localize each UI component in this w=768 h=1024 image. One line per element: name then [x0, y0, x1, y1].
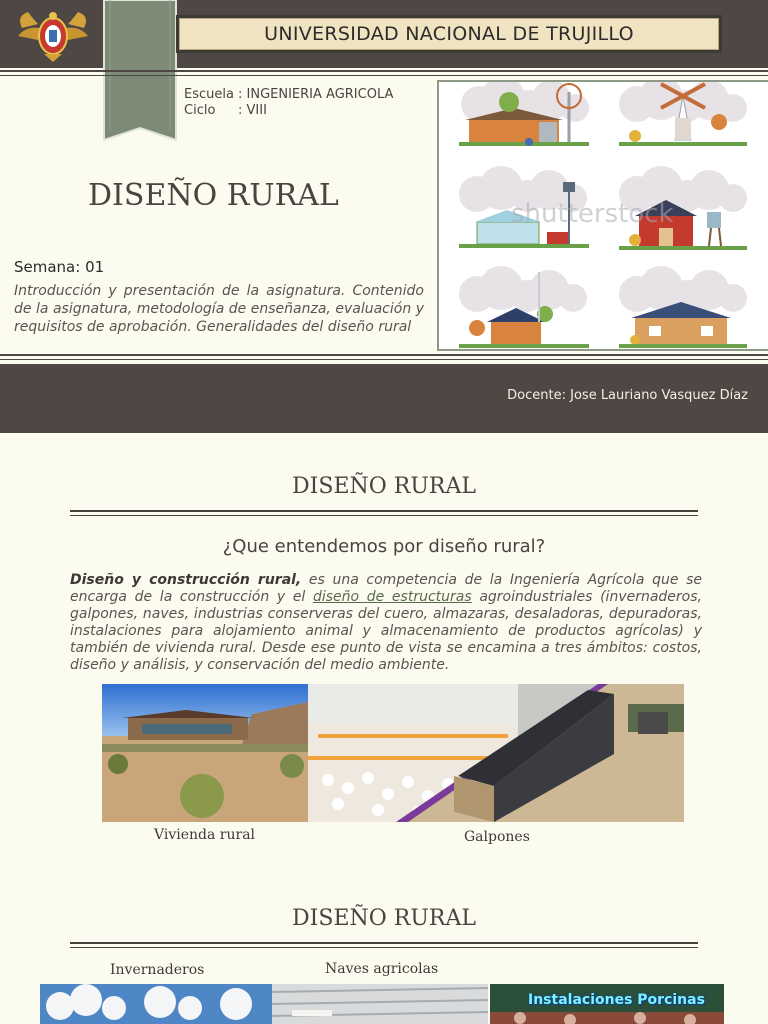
cycle-value: : VIII	[238, 103, 267, 118]
slide2-title: DISEÑO RURAL	[292, 474, 476, 499]
structures-link[interactable]: diseño de estructuras	[312, 589, 472, 605]
body-text-b: agroindustriales (invernaderos, galpones, naves, industrias conserveras del cuero, almazaras, desaladoras, depuradoras, instalaciones para alojamiento animal y almacenamiento de productos agrícolas) y también de vivienda rural. Desde ese punto de vista se encamina a tres ámbitos: costos, diseño y análisis, y conservación del medio ambiente.	[70, 589, 702, 673]
farm-buildings-illustration	[439, 82, 768, 349]
school-label: Escuela	[184, 87, 234, 102]
rural-house-photo	[102, 684, 308, 822]
pig-facilities-photo	[490, 984, 724, 1024]
university-banner	[176, 15, 722, 53]
cover-title: DISEÑO RURAL	[88, 178, 339, 213]
caption-greenhouses: Invernaderos	[110, 962, 205, 978]
week-label: Semana: 01	[14, 258, 105, 276]
farm-illustration-panel	[437, 80, 768, 351]
course-info	[184, 87, 393, 119]
university-name: UNIVERSIDAD NACIONAL DE TRUJILLO	[264, 23, 634, 45]
greenhouse-photo	[40, 984, 272, 1024]
caption-rural-house: Vivienda rural	[154, 827, 256, 843]
teacher-name: Docente: Jose Lauriano Vasquez Díaz	[507, 388, 748, 403]
slide2-body	[70, 572, 702, 674]
slide2-divider	[70, 510, 698, 516]
slide3-divider	[70, 942, 698, 948]
cover-divider	[0, 354, 768, 360]
poultry-shed-photo	[308, 684, 684, 822]
school-value: : INGENIERIA AGRICOLA	[238, 87, 394, 102]
slide2-question: ¿Que entendemos por diseño rural?	[222, 536, 546, 557]
caption-sheds: Galpones	[464, 829, 530, 845]
cycle-label: Ciclo	[184, 103, 216, 118]
teacher-band	[0, 364, 768, 433]
body-text-a: es una competencia de la Ingeniería Agrícola que se encarga de la construcción y el	[70, 572, 702, 605]
slide3-title: DISEÑO RURAL	[292, 906, 476, 931]
cover-description: Introducción y presentación de la asignatura. Contenido de la asignatura, metodología de enseñanza, evaluación y requisitos de aprobación. Generalidades del diseño rural	[14, 283, 424, 335]
header-divider	[0, 70, 768, 76]
watermark-text: shutterstock	[511, 199, 674, 229]
university-seal-icon	[14, 6, 92, 64]
lead-term: Diseño y construcción rural,	[70, 572, 302, 588]
pig-facilities-label: Instalaciones Porcinas	[528, 992, 705, 1008]
agricultural-building-photo	[272, 984, 488, 1024]
caption-agricultural-buildings: Naves agricolas	[325, 961, 439, 977]
